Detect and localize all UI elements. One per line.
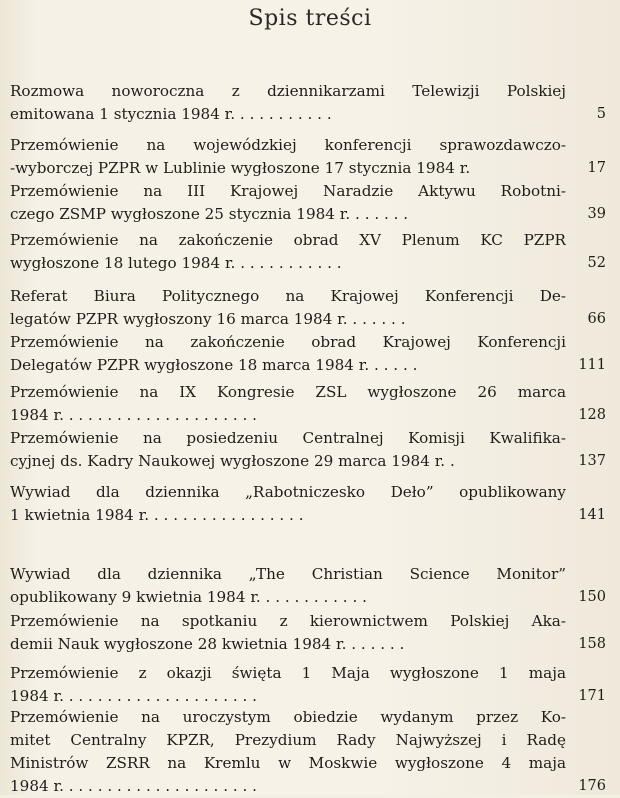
toc-entry (10, 427, 610, 473)
toc-entry-line: Delegatów PZPR wygłoszone 18 marca 1984 r. . . . . . (10, 356, 418, 374)
toc-page-number: 150 (578, 589, 606, 605)
toc-entry (10, 563, 610, 609)
toc-entry-line: wygłoszone 18 lutego 1984 r. . . . . . . . . . . . (10, 254, 342, 272)
toc-entry-line: Wywiad dla dziennika „Rabotniczesko Deło” opublikowany (10, 483, 566, 501)
toc-entry-line: Wywiad dla dziennika „The Christian Science Monitor” (10, 565, 566, 583)
toc-entry (10, 381, 610, 427)
toc-entry (10, 80, 610, 126)
toc-entry-line: Referat Biura Politycznego na Krajowej Konferencji De- (10, 287, 566, 305)
toc-entry-line: Przemówienie na III Krajowej Naradzie Aktywu Robotni- (10, 182, 566, 200)
toc-entry-line: Rozmowa noworoczna z dziennikarzami Telewizji Polskiej (10, 82, 566, 100)
toc-entry-line: demii Nauk wygłoszone 28 kwietnia 1984 r. . . . . . . (10, 635, 405, 653)
toc-page-number: 17 (587, 160, 606, 176)
toc-entry (10, 662, 610, 708)
toc-page-number: 111 (578, 357, 606, 373)
toc-entry-line: Przemówienie z okazji święta 1 Maja wygłoszone 1 maja (10, 664, 566, 682)
toc-entry-line: Przemówienie na zakończenie obrad XV Plenum KC PZPR (10, 231, 566, 249)
toc-entry-line: 1984 r. . . . . . . . . . . . . . . . . . . . . (10, 687, 258, 705)
toc-entry-line: Przemówienie na uroczystym obiedzie wydanym przez Ko- (10, 708, 566, 726)
toc-page-number: 137 (578, 453, 606, 469)
toc-entry-line: 1 kwietnia 1984 r. . . . . . . . . . . . . . . . . (10, 506, 304, 524)
toc-page-number: 5 (596, 106, 606, 122)
toc-entry-line: opublikowany 9 kwietnia 1984 r. . . . . . . . . . . . (10, 588, 367, 606)
toc-page-number: 52 (587, 255, 606, 271)
toc-entry-line: Przemówienie na posiedzeniu Centralnej Komisji Kwalifika- (10, 429, 566, 447)
toc-entry-line: Przemówienie na zakończenie obrad Krajowej Konferencji (10, 333, 566, 351)
toc-page-number: 176 (578, 778, 606, 794)
toc-page-number: 128 (578, 407, 606, 423)
toc-entry (10, 180, 610, 226)
toc-entry-line: Ministrów ZSRR na Kremlu w Moskwie wygłoszone 4 maja (10, 754, 566, 772)
toc-page-number: 171 (578, 688, 606, 704)
toc-entry (10, 285, 610, 331)
toc-entry-line: -wyborczej PZPR w Lublinie wygłoszone 17 stycznia 1984 r. (10, 159, 471, 177)
toc-entry-line: mitet Centralny KPZR, Prezydium Rady Najwyższej i Radę (10, 731, 566, 749)
toc-entry-line: Przemówienie na spotkaniu z kierownictwem Polskiej Aka- (10, 612, 566, 630)
toc-entry (10, 134, 610, 180)
toc-page-number: 141 (578, 507, 606, 523)
toc-entry-line: Przemówienie na wojewódzkiej konferencji sprawozdawczo- (10, 136, 566, 154)
toc-entry-line: 1984 r. . . . . . . . . . . . . . . . . . . . . (10, 406, 258, 424)
toc-entry-line: emitowana 1 stycznia 1984 r. . . . . . . . . . . (10, 105, 332, 123)
toc-heading: Spis treści (248, 6, 372, 31)
toc-entry (10, 610, 610, 656)
toc-entry (10, 481, 610, 527)
toc-page-number: 158 (578, 636, 606, 652)
toc-entry-line: legatów PZPR wygłoszony 16 marca 1984 r. . . . . . . (10, 310, 406, 328)
toc-entry-line: cyjnej ds. Kadry Naukowej wygłoszone 29 marca 1984 r. . (10, 452, 455, 470)
toc-entry (10, 331, 610, 377)
toc-entry (10, 229, 610, 275)
toc-page-number: 66 (587, 311, 606, 327)
toc-page-number: 39 (587, 206, 606, 222)
toc-entry-line: Przemówienie na IX Kongresie ZSL wygłoszone 26 marca (10, 383, 566, 401)
toc-entry (10, 706, 610, 798)
toc-entry-line: 1984 r. . . . . . . . . . . . . . . . . . . . . (10, 777, 258, 795)
toc-entry-line: czego ZSMP wygłoszone 25 stycznia 1984 r. . . . . . . (10, 205, 409, 223)
